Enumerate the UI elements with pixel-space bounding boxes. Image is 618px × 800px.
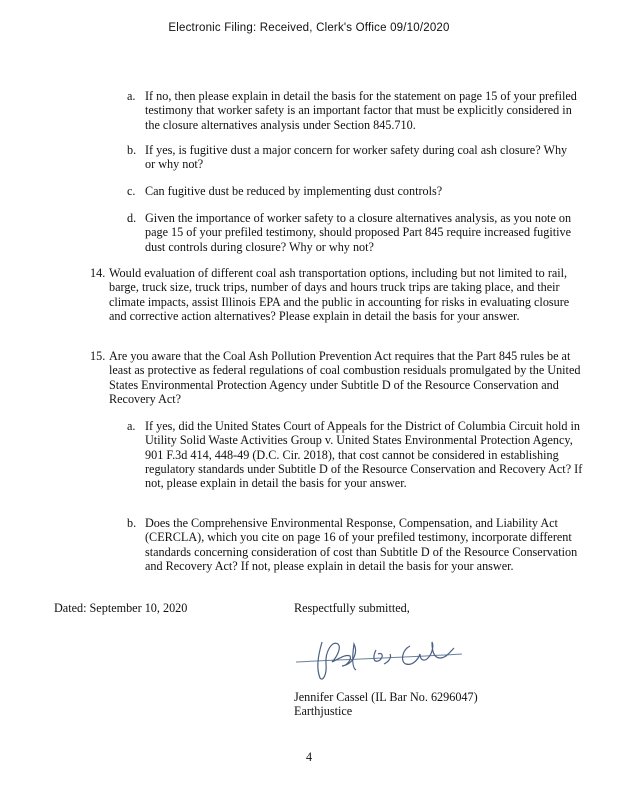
item-label: b. <box>127 516 137 530</box>
closing-line: Respectfully submitted, <box>294 601 410 615</box>
question-number: 14. <box>90 266 106 280</box>
signatory-org: Earthjustice <box>294 704 353 719</box>
item-text: If yes, is fugitive dust a major concern for worker safety during coal ash closure? Why or why not? <box>145 143 568 172</box>
question-text: Are you aware that the Coal Ash Pollution Prevention Act requires that the Part 845 rules be at least as protective as federal regulations of coal combustion residuals promulgated by the United States Environmental Protection Agency under Subtitle D of the Resource Conservation and Recovery Act? <box>109 349 581 406</box>
item-text: Does the Comprehensive Environmental Response, Compensation, and Liability Act (CERCLA), which you cite on page 16 of your prefiled testimony, incorporate different standards concerning consideration of cost than Subtitle D of the Resource Conservation and Recovery Act? If not, please explain in detail the basis for your answer. <box>145 516 578 573</box>
dated-line: Dated: September 10, 2020 <box>54 601 188 615</box>
signatory-name: Jennifer Cassel (IL Bar No. 6296047) <box>294 690 478 704</box>
signature-image <box>292 624 472 686</box>
item-text: Given the importance of worker safety to a closure alternatives analysis, as you note on page 15 of your prefiled testimony, should proposed Part 845 require increased fugitive dust controls during closure? Why or why not? <box>145 211 572 254</box>
item-text: If yes, did the United States Court of Appeals for the District of Columbia Circuit hold in Utility Solid Waste Activities Group v. United States Environmental Protection Agency, 901 F.3d 414, 448-49 (D.C. Cir. 2018), that cost cannot be considered in establishing regulatory standards under Subtitle D of the Resource Conservation and Recovery Act? If not, please explain in detail the basis for your answer. <box>145 419 583 491</box>
item-label: d. <box>127 211 137 225</box>
item-label: b. <box>127 143 137 157</box>
question-text: Would evaluation of different coal ash transportation options, including but not limited to rail, barge, truck size, truck trips, number of days and hours truck trips are taking place, and their climate impacts, assist Illinois EPA and the public in accounting for risks in evaluating closure and corrective action alternatives? Please explain in detail the basis for your answer. <box>109 266 570 323</box>
item-label: a. <box>127 89 136 103</box>
filing-header: Electronic Filing: Received, Clerk's Office 09/10/2020 <box>168 22 450 34</box>
item-text: Can fugitive dust be reduced by implementing dust controls? <box>145 184 443 198</box>
signature-block <box>294 690 534 719</box>
item-text: If no, then please explain in detail the basis for the statement on page 15 of your prefiled testimony that worker safety is an important factor that must be explicitly considered in the closure alternatives analysis under Section 845.710. <box>145 89 577 132</box>
question-number: 15. <box>90 349 106 363</box>
item-label: c. <box>127 184 136 198</box>
page-number: 4 <box>305 750 313 764</box>
item-label: a. <box>127 419 136 433</box>
